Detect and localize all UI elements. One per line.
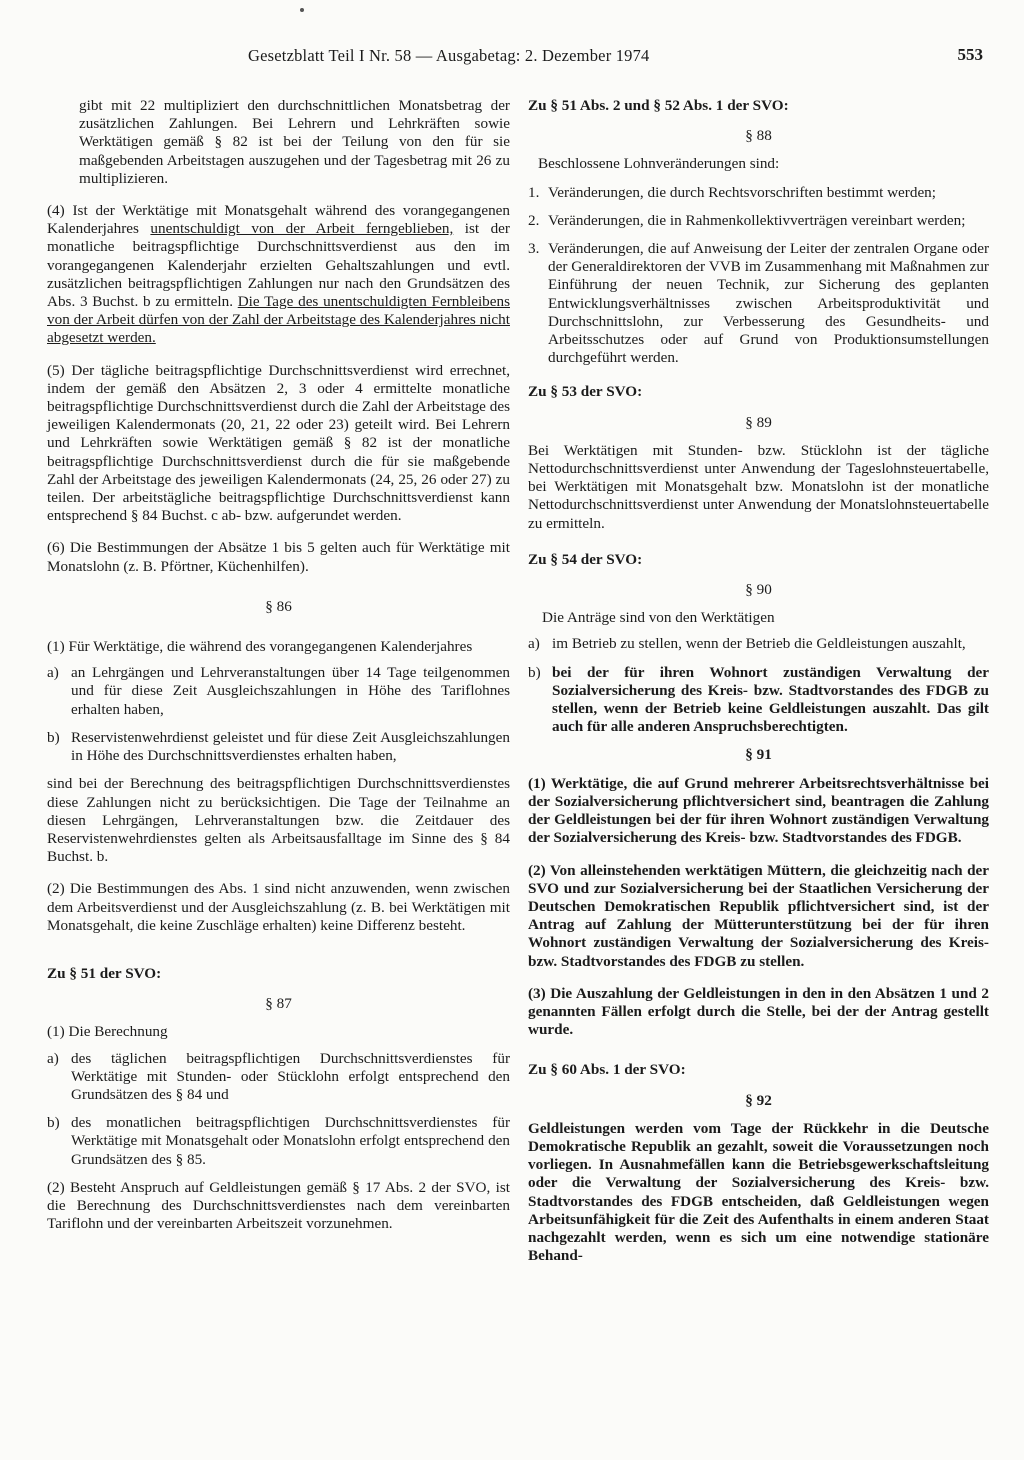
zu-51-heading: Zu § 51 der SVO: <box>47 964 162 982</box>
s88-item-3 <box>528 240 989 367</box>
s88-item-3-text: Veränderungen, die auf Anweisung der Leiter der zentralen Organe oder der Generaldirektoren der VVB im Zusammenhang mit Maßnahmen zur Einführung der neuen Technik, zur Sicherung des geplanten Entwicklungsverhältnisses zwischen Arbeitsproduktivität und Durchschnittslohn, zur Verbesserung des Gesundheits- und Arbeitsschutzes oder auf Grund von Produktionsumstellungen durchgeführt werden. <box>548 240 989 367</box>
p4-underlined-1: unentschuldigt von der Arbeit ferngeblieben, <box>150 220 454 238</box>
s92-text: Geldleistungen werden vom Tage der Rückkehr in die Deutsche Demokratische Republik an gezahlt, soweit die Voraussetzungen noch vorliegen. In Ausnahmefällen kann die Betriebsgewerkschaftsleitung oder die Verwaltung der Sozialversicherung des Kreis- bzw. Stadtvorstandes des FDGB entscheiden, daß Geldleistungen wegen Arbeitsunfähigkeit für die Zeit des Aufenthalts in einem anderen Staat nachgezahlt werden, wenn es sich um eine notwendige stationäre Behand- <box>528 1119 989 1265</box>
section-89-heading: § 89 <box>745 413 772 431</box>
section-92-heading: § 92 <box>745 1091 772 1109</box>
s90-item-b-text: bei der für ihren Wohnort zuständigen Verwaltung der Sozialversicherung des Kreis- bzw. Stadtvorstandes des FDGB zu stellen, wenn der Betrieb keine Geldleistungen auszahlt. Das gilt auch für alle anderen Anspruchsberechtigten. <box>552 663 989 736</box>
s86-item-a-label: a) <box>47 664 59 682</box>
section-90-heading: § 90 <box>745 581 772 599</box>
s90-item-a-label: a) <box>528 635 540 653</box>
right-column <box>528 97 989 1265</box>
s90-item-b <box>528 664 989 737</box>
s86-item-b <box>47 729 510 765</box>
paragraph-4 <box>47 202 510 348</box>
s86-item-a <box>47 664 510 719</box>
s87-para-2: (2) Besteht Anspruch auf Geldleistungen gemäß § 17 Abs. 2 der SVO, ist die Berechnung des Durchschnittsverdienstes nach dem vereinbarten Tariflohn und der vereinbarten Arbeitszeit vorzunehmen. <box>47 1178 510 1233</box>
s88-item-2-text: Veränderungen, die in Rahmenkollektivverträgen vereinbart werden; <box>548 211 966 229</box>
s86-item-a-text: an Lehrgängen und Lehrveranstaltungen über 14 Tage teilgenommen und für diese Zeit Ausgleichszahlungen in Höhe des Tariflohnes erhalten haben, <box>71 664 510 718</box>
zu-54-heading: Zu § 54 der SVO: <box>528 550 643 568</box>
s88-intro: Beschlossene Lohnveränderungen sind: <box>538 155 780 173</box>
s86-item-b-label: b) <box>47 728 60 746</box>
s86-para-2: (2) Die Bestimmungen des Abs. 1 sind nicht anzuwenden, wenn zwischen dem Arbeitsverdienst und der Ausgleichszahlung (z. B. bei Werktätigen mit Monatsgehalt, die keine Zuschläge erhalten) keine Differenz besteht. <box>47 880 510 934</box>
paragraph-continuation: gibt mit 22 multipliziert den durchschnittlichen Monatsbetrag der zusätzlichen Zahlungen. Bei Lehrern und Lehrkräften sowie Werktätigen gemäß § 82 ist bei der Teilung von den für sie maßgebenden Arbeitstagen auszugehen und der Tagesbetrag mit 26 zu multiplizieren. <box>79 97 510 187</box>
header-title: Gesetzblatt Teil I Nr. 58 — Ausgabetag: 2. Dezember 1974 <box>248 46 650 65</box>
paragraph-5: (5) Der tägliche beitragspflichtige Durchschnittsverdienst wird errechnet, indem der gemäß den Absätzen 2, 3 oder 4 ermittelte monatliche beitragspflichtige Durchschnittsverdienst durch die Zahl der Arbeitstage des jeweiligen Kalendermonats (20, 21, 22 oder 23) geteilt wird. Bei Lehrern und Lehrkräften sowie Werktätigen gemäß § 82 ist der monatliche beitragspflichtige Durchschnittsverdienst durch die für sie maßgebende Zahl der Arbeitstage des jeweiligen Kalendermonats (24, 25, 26 oder 27) zu teilen. Der arbeitstägliche beitragspflichtige Durchschnittsverdienst kann entsprechend § 84 Buchst. c ab- bzw. aufgerundet werden. <box>47 361 510 525</box>
section-86-heading: § 86 <box>265 597 292 615</box>
zu-60-heading: Zu § 60 Abs. 1 der SVO: <box>528 1061 686 1079</box>
s88-item-3-label: 3. <box>528 240 540 258</box>
left-column <box>47 97 510 1233</box>
s91-para-3: (3) Die Auszahlung der Geldleistungen in den in den Absätzen 1 und 2 genannten Fällen erfolgt durch die Stelle, bei der der Antrag gestellt wurde. <box>528 984 989 1039</box>
zu-53-heading: Zu § 53 der SVO: <box>528 383 643 401</box>
s90-item-a <box>528 635 989 653</box>
s89-text: Bei Werktätigen mit Stunden- bzw. Stücklohn ist der tägliche Nettodurchschnittsverdienst unter Anwendung der Tageslohnsteuertabelle, bei Werktätigen mit Monatsgehalt bzw. Monatslohn ist der monatliche Nettodurchschnittsverdienst unter Anwendung der Monatslohnsteuertabelle zu ermitteln. <box>528 441 989 532</box>
s88-item-1 <box>528 184 989 202</box>
section-91-heading: § 91 <box>745 746 772 764</box>
s87-item-b-text: des monatlichen beitragspflichtigen Durchschnittsverdienstes für Werktätige mit Monatsgehalt oder Monatslohn erfolgt entsprechend den Grundsätzen des § 85. <box>71 1114 510 1168</box>
s87-item-b <box>47 1114 510 1169</box>
s87-item-a <box>47 1050 510 1105</box>
s90-item-b-label: b) <box>528 663 541 681</box>
paragraph-6: (6) Die Bestimmungen der Absätze 1 bis 5 gelten auch für Werktätige mit Monatslohn (z. B. Pförtner, Küchenhilfen). <box>47 539 510 575</box>
s87-item-b-label: b) <box>47 1114 60 1132</box>
page-header <box>248 46 983 72</box>
s86-para-1: (1) Für Werktätige, die während des vorangegangenen Kalenderjahres <box>47 638 473 656</box>
p4-underlined-2: Die Tage des unentschuldigten Fernbleibens von der Arbeit dürfen von der Zahl der Arbeitstage des Kalenderjahres nicht abgesetzt werden. <box>47 293 510 347</box>
page-number: 553 <box>957 45 983 64</box>
s90-item-a-text: im Betrieb zu stellen, wenn der Betrieb die Geldleistungen auszahlt, <box>552 635 966 653</box>
s87-item-a-text: des täglichen beitragspflichtigen Durchschnittsverdienstes für Werktätige mit Stunden- oder Stücklohn erfolgt entsprechend den Grundsätzen des § 84 und <box>71 1049 510 1103</box>
s86-item-b-text: Reservistenwehrdienst geleistet und für diese Zeit Ausgleichszahlungen in Höhe des Durchschnittsverdienstes erhalten haben, <box>71 728 510 765</box>
s86-para-1-cont: sind bei der Berechnung des beitragspflichtigen Durchschnittsverdienstes diese Zahlungen nicht zu berücksichtigen. Die Tage der Teilnahme an diesen Lehrgängen, Lehrveranstaltungen bzw. die Zeitdauer des Reservistenwehrdienstes gelten als Arbeitsausfalltage im Sinne des § 84 Buchst. b. <box>47 775 510 866</box>
s90-intro: Die Anträge sind von den Werktätigen <box>542 609 775 627</box>
s88-item-1-label: 1. <box>528 183 540 201</box>
s91-para-1: (1) Werktätige, die auf Grund mehrerer Arbeitsrechtsverhältnisse bei der Sozialversicherung pflichtversichert sind, beantragen die Zahlung der Geldleistungen bei der für ihren Wohnort zuständigen Verwaltung der Sozialversicherung des Kreis- bzw. Stadtvorstandes des FDGB. <box>528 774 989 847</box>
section-88-heading: § 88 <box>745 127 772 145</box>
s88-item-1-text: Veränderungen, die durch Rechtsvorschriften bestimmt werden; <box>548 183 936 201</box>
p4-text-b: ist der monatliche beitragspflichtige Durchschnittsverdienst aus den im vorangegangenen Kalenderjahr erzielten Gehaltszahlungen und evtl. zusätzlichen beitragspflichtigen Zahlungen nur nach den Grundsätzen des Abs. 3 Buchst. b zu ermitteln. <box>47 220 510 311</box>
print-speck <box>300 8 304 12</box>
p4-text-a: (4) Ist der Werktätige mit Monatsgehalt während des vorangegangenen Kalenderjahres <box>47 202 510 238</box>
s88-item-2 <box>528 212 989 230</box>
s91-para-2: (2) Von alleinstehenden werktätigen Müttern, die gleichzeitig nach der SVO und zur Sozialversicherung bei der Staatlichen Versicherung der Deutschen Demokratischen Republik pflichtversichert sind, ist der Antrag auf Zahlung der Mütterunterstützung bei der für ihren Wohnort zuständigen Verwaltung der Sozialversicherung des Kreis- bzw. Stadtvorstandes des FDGB zu stellen. <box>528 861 989 970</box>
s87-item-a-label: a) <box>47 1049 59 1067</box>
section-87-heading: § 87 <box>265 995 292 1013</box>
s87-para-1: (1) Die Berechnung <box>47 1023 168 1041</box>
zu-51-52-heading: Zu § 51 Abs. 2 und § 52 Abs. 1 der SVO: <box>528 97 789 114</box>
s88-item-2-label: 2. <box>528 211 540 229</box>
